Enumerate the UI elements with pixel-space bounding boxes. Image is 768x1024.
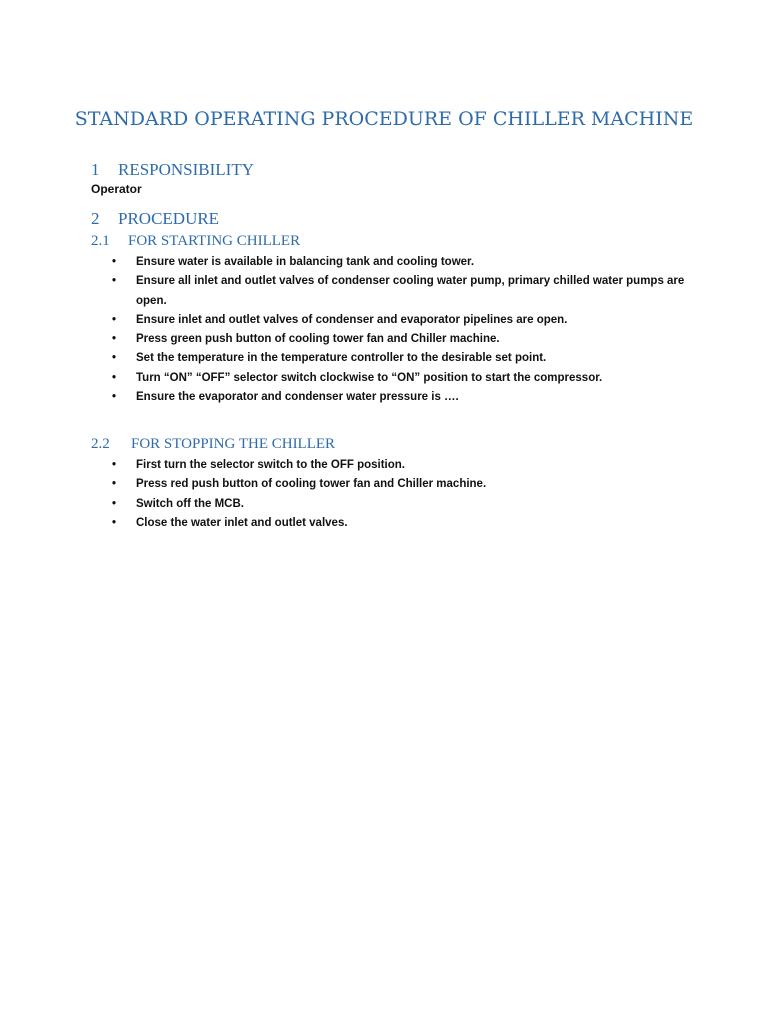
bullet-icon: • (112, 459, 117, 471)
list-item: • Ensure inlet and outlet valves of condenser and evaporator pipelines are open. (0, 311, 696, 330)
list-item: • Close the water inlet and outlet valves. (0, 514, 696, 533)
bullet-icon: • (112, 313, 117, 326)
list-item: • First turn the selector switch to the OFF position. (0, 456, 696, 475)
bullet-icon: • (112, 352, 117, 365)
section-heading-responsibility (91, 160, 254, 180)
bullet-icon: • (112, 371, 117, 384)
bullet-icon: • (112, 516, 117, 529)
section-number: 2 (91, 209, 100, 228)
document-title: STANDARD OPERATING PROCEDURE OF CHILLER MACHINE (74, 108, 694, 130)
list-item: • Turn “ON” “OFF” selector switch clockwise to “ON” position to start the compressor. (0, 369, 696, 388)
stopping-steps-list (0, 456, 696, 533)
bullet-icon: • (112, 478, 117, 491)
subsection-number: 2.1 (91, 233, 110, 249)
bullet-icon: • (112, 391, 117, 404)
subsection-title: FOR STARTING CHILLER (128, 233, 301, 249)
subsection-title: FOR STOPPING THE CHILLER (131, 436, 336, 452)
list-item: • Set the temperature in the temperature controller to the desirable set point. (0, 349, 696, 368)
subsection-heading-stopping (91, 436, 335, 453)
bullet-icon: • (112, 256, 117, 268)
responsibility-text: Operator (91, 182, 142, 196)
section-heading-procedure (91, 209, 219, 229)
list-item: • Press red push button of cooling tower fan and Chiller machine. (0, 475, 696, 494)
starting-steps-list (0, 253, 696, 407)
bullet-icon: • (112, 275, 117, 288)
bullet-icon: • (112, 497, 117, 510)
subsection-heading-starting (91, 233, 300, 250)
list-item: • Ensure water is available in balancing tank and cooling tower. (0, 253, 696, 272)
section-number: 1 (91, 160, 100, 179)
section-title: RESPONSIBILITY (118, 160, 255, 179)
subsection-number: 2.2 (91, 436, 110, 452)
bullet-icon: • (112, 333, 117, 346)
list-item: • Press green push button of cooling tower fan and Chiller machine. (0, 330, 696, 349)
list-item: • Ensure the evaporator and condenser water pressure is …. (0, 388, 696, 407)
section-title: PROCEDURE (118, 209, 220, 228)
list-item: • Ensure all inlet and outlet valves of condenser cooling water pump, primary chilled water pumps are open. (0, 272, 696, 311)
list-item: • Switch off the MCB. (0, 495, 696, 514)
